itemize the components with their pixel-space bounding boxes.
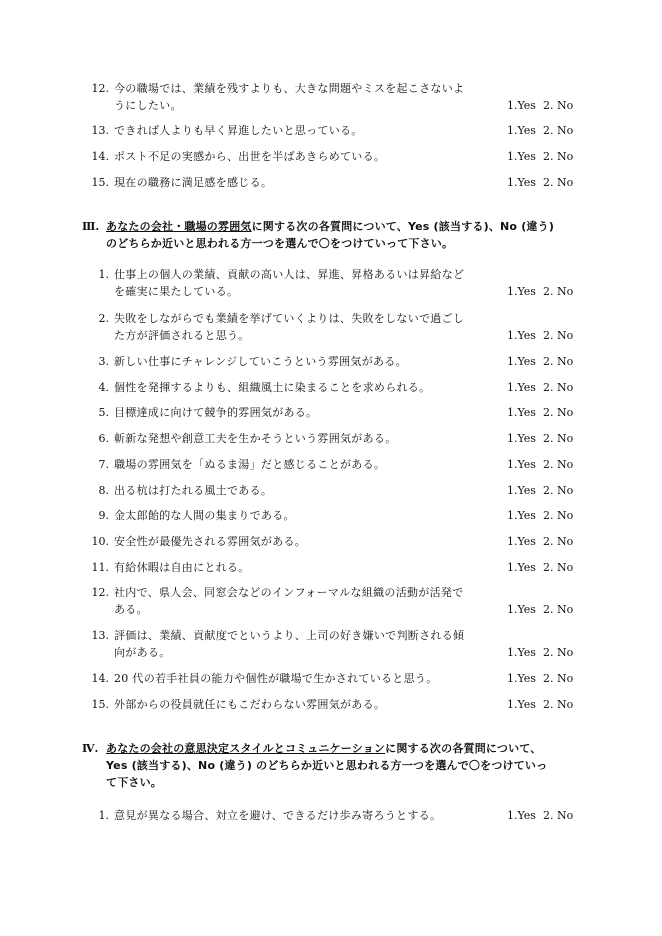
question-number: 1. [98,268,109,281]
question-number: 1. [98,809,109,822]
yes-option[interactable]: 1.Yes [507,355,536,368]
question-number: 2. [98,312,109,325]
no-option[interactable]: 2. No [543,561,574,574]
section-4-instruction-end: て下さい。 [106,776,162,789]
no-option[interactable]: 2. No [543,535,574,548]
no-option[interactable]: 2. No [543,672,574,685]
yes-option[interactable]: 1.Yes [507,329,536,342]
yes-option[interactable]: 1.Yes [507,561,536,574]
section-4-title: あなたの会社の意思決定スタイルとコミュニケーションに関する次の各質問について、 [106,742,542,755]
yes-option[interactable]: 1.Yes [507,176,536,189]
question-text: ポスト不足の実感から、出世を半ばあきらめている。 [114,150,386,163]
yes-option[interactable]: 1.Yes [507,458,536,471]
yes-option[interactable]: 1.Yes [507,535,536,548]
yes-option[interactable]: 1.Yes [507,809,536,822]
no-option[interactable]: 2. No [543,124,574,137]
question-number: 7. [98,458,109,471]
yes-option[interactable]: 1.Yes [507,672,536,685]
question-text: 今の職場では、業績を残すよりも、大きな問題やミスを起こさないよ うにしたい。 [114,82,465,112]
question-number: 5. [98,406,109,419]
no-option[interactable]: 2. No [543,381,574,394]
no-option[interactable]: 2. No [543,698,574,711]
no-option[interactable]: 2. No [543,646,574,659]
question-text: 個性を発揮するよりも、組織風土に染まることを求められる。 [114,381,431,394]
question-text: 金太郎飴的な人間の集まりである。 [114,509,295,522]
no-option[interactable]: 2. No [543,603,574,616]
section-3-topic: あなたの会社・職場の雰囲気 [106,220,252,233]
question-number: 8. [98,484,109,497]
yes-option[interactable]: 1.Yes [507,406,536,419]
no-option[interactable]: 2. No [543,809,574,822]
question-text: 新しい仕事にチャレンジしていこうという雰囲気がある。 [114,355,407,368]
section-3-title: あなたの会社・職場の雰囲気に関する次の各質問について、Yes (該当する)、No (違う) [106,220,555,233]
yes-option[interactable]: 1.Yes [507,646,536,659]
yes-option[interactable]: 1.Yes [507,381,536,394]
yes-option[interactable]: 1.Yes [507,285,536,298]
no-option[interactable]: 2. No [543,355,574,368]
question-number: 13. [91,124,109,137]
question-text: 仕事上の個人の業績、貢献の高い人は、昇進、昇格あるいは昇給など を確実に果たしている。 [114,268,465,298]
question-number: 14. [91,150,109,163]
question-number: 13. [91,629,109,642]
yes-option[interactable]: 1.Yes [507,150,536,163]
question-number: 12. [91,82,109,95]
question-number: 9. [98,509,109,522]
section-4-numeral: Ⅳ. [82,742,99,755]
section-4-topic: あなたの会社の意思決定スタイルとコミュニケーション [106,742,386,755]
yes-option[interactable]: 1.Yes [507,484,536,497]
no-option[interactable]: 2. No [543,432,574,445]
question-number: 14. [91,672,109,685]
question-text: 斬新な発想や創意工夫を生かそうという雰囲気がある。 [114,432,397,445]
question-number: 11. [91,561,109,574]
no-option[interactable]: 2. No [543,176,574,189]
no-option[interactable]: 2. No [543,509,574,522]
question-number: 10. [91,535,109,548]
question-number: 15. [91,698,109,711]
question-number: 6. [98,432,109,445]
question-text: 評価は、業績、貢献度でというより、上司の好き嫌いで判断される傾 向がある。 [114,629,465,659]
no-option[interactable]: 2. No [543,458,574,471]
section-4-instruction: Yes (該当する)、No (違う) のどちらか近いと思われる方一つを選んで〇をつけていっ [106,759,548,772]
no-option[interactable]: 2. No [543,150,574,163]
question-number: 12. [91,586,109,599]
question-text: 外部からの役員就任にもこだわらない雰囲気がある。 [114,698,386,711]
question-text: 有給休暇は自由にとれる。 [114,561,250,574]
question-text: 安全性が最優先される雰囲気がある。 [114,535,307,548]
no-option[interactable]: 2. No [543,285,574,298]
question-number: 15. [91,176,109,189]
yes-option[interactable]: 1.Yes [507,124,536,137]
yes-option[interactable]: 1.Yes [507,99,536,112]
section-3-numeral: Ⅲ. [82,220,100,233]
yes-option[interactable]: 1.Yes [507,698,536,711]
yes-option[interactable]: 1.Yes [507,432,536,445]
question-text: 現在の職務に満足感を感じる。 [114,176,273,189]
question-text: 社内で、県人会、同窓会などのインフォーマルな組織の活動が活発で ある。 [114,586,464,616]
question-text: 職場の雰囲気を「ぬるま湯」だと感じることがある。 [114,458,386,471]
question-number: 3. [98,355,109,368]
question-text: 失敗をしながらでも業績を挙げていくよりは、失敗をしないで過ごし た方が評価されると思う。 [114,312,465,342]
question-text: できれば人よりも早く昇進したいと思っている。 [114,124,363,137]
yes-option[interactable]: 1.Yes [507,603,536,616]
question-text: 意見が異なる場合、対立を避け、できるだけ歩み寄ろうとする。 [114,809,442,822]
no-option[interactable]: 2. No [543,484,574,497]
no-option[interactable]: 2. No [543,99,574,112]
section-3-instruction: のどちらか近いと思われる方一つを選んで〇をつけていって下さい。 [106,237,454,250]
no-option[interactable]: 2. No [543,406,574,419]
question-number: 4. [98,381,109,394]
yes-option[interactable]: 1.Yes [507,509,536,522]
no-option[interactable]: 2. No [543,329,574,342]
question-text: 20 代の若手社員の能力や個性が職場で生かされていると思う。 [114,672,438,685]
question-text: 出る杭は打たれる風土である。 [114,484,273,497]
question-text: 目標達成に向けて競争的雰囲気がある。 [114,406,318,419]
